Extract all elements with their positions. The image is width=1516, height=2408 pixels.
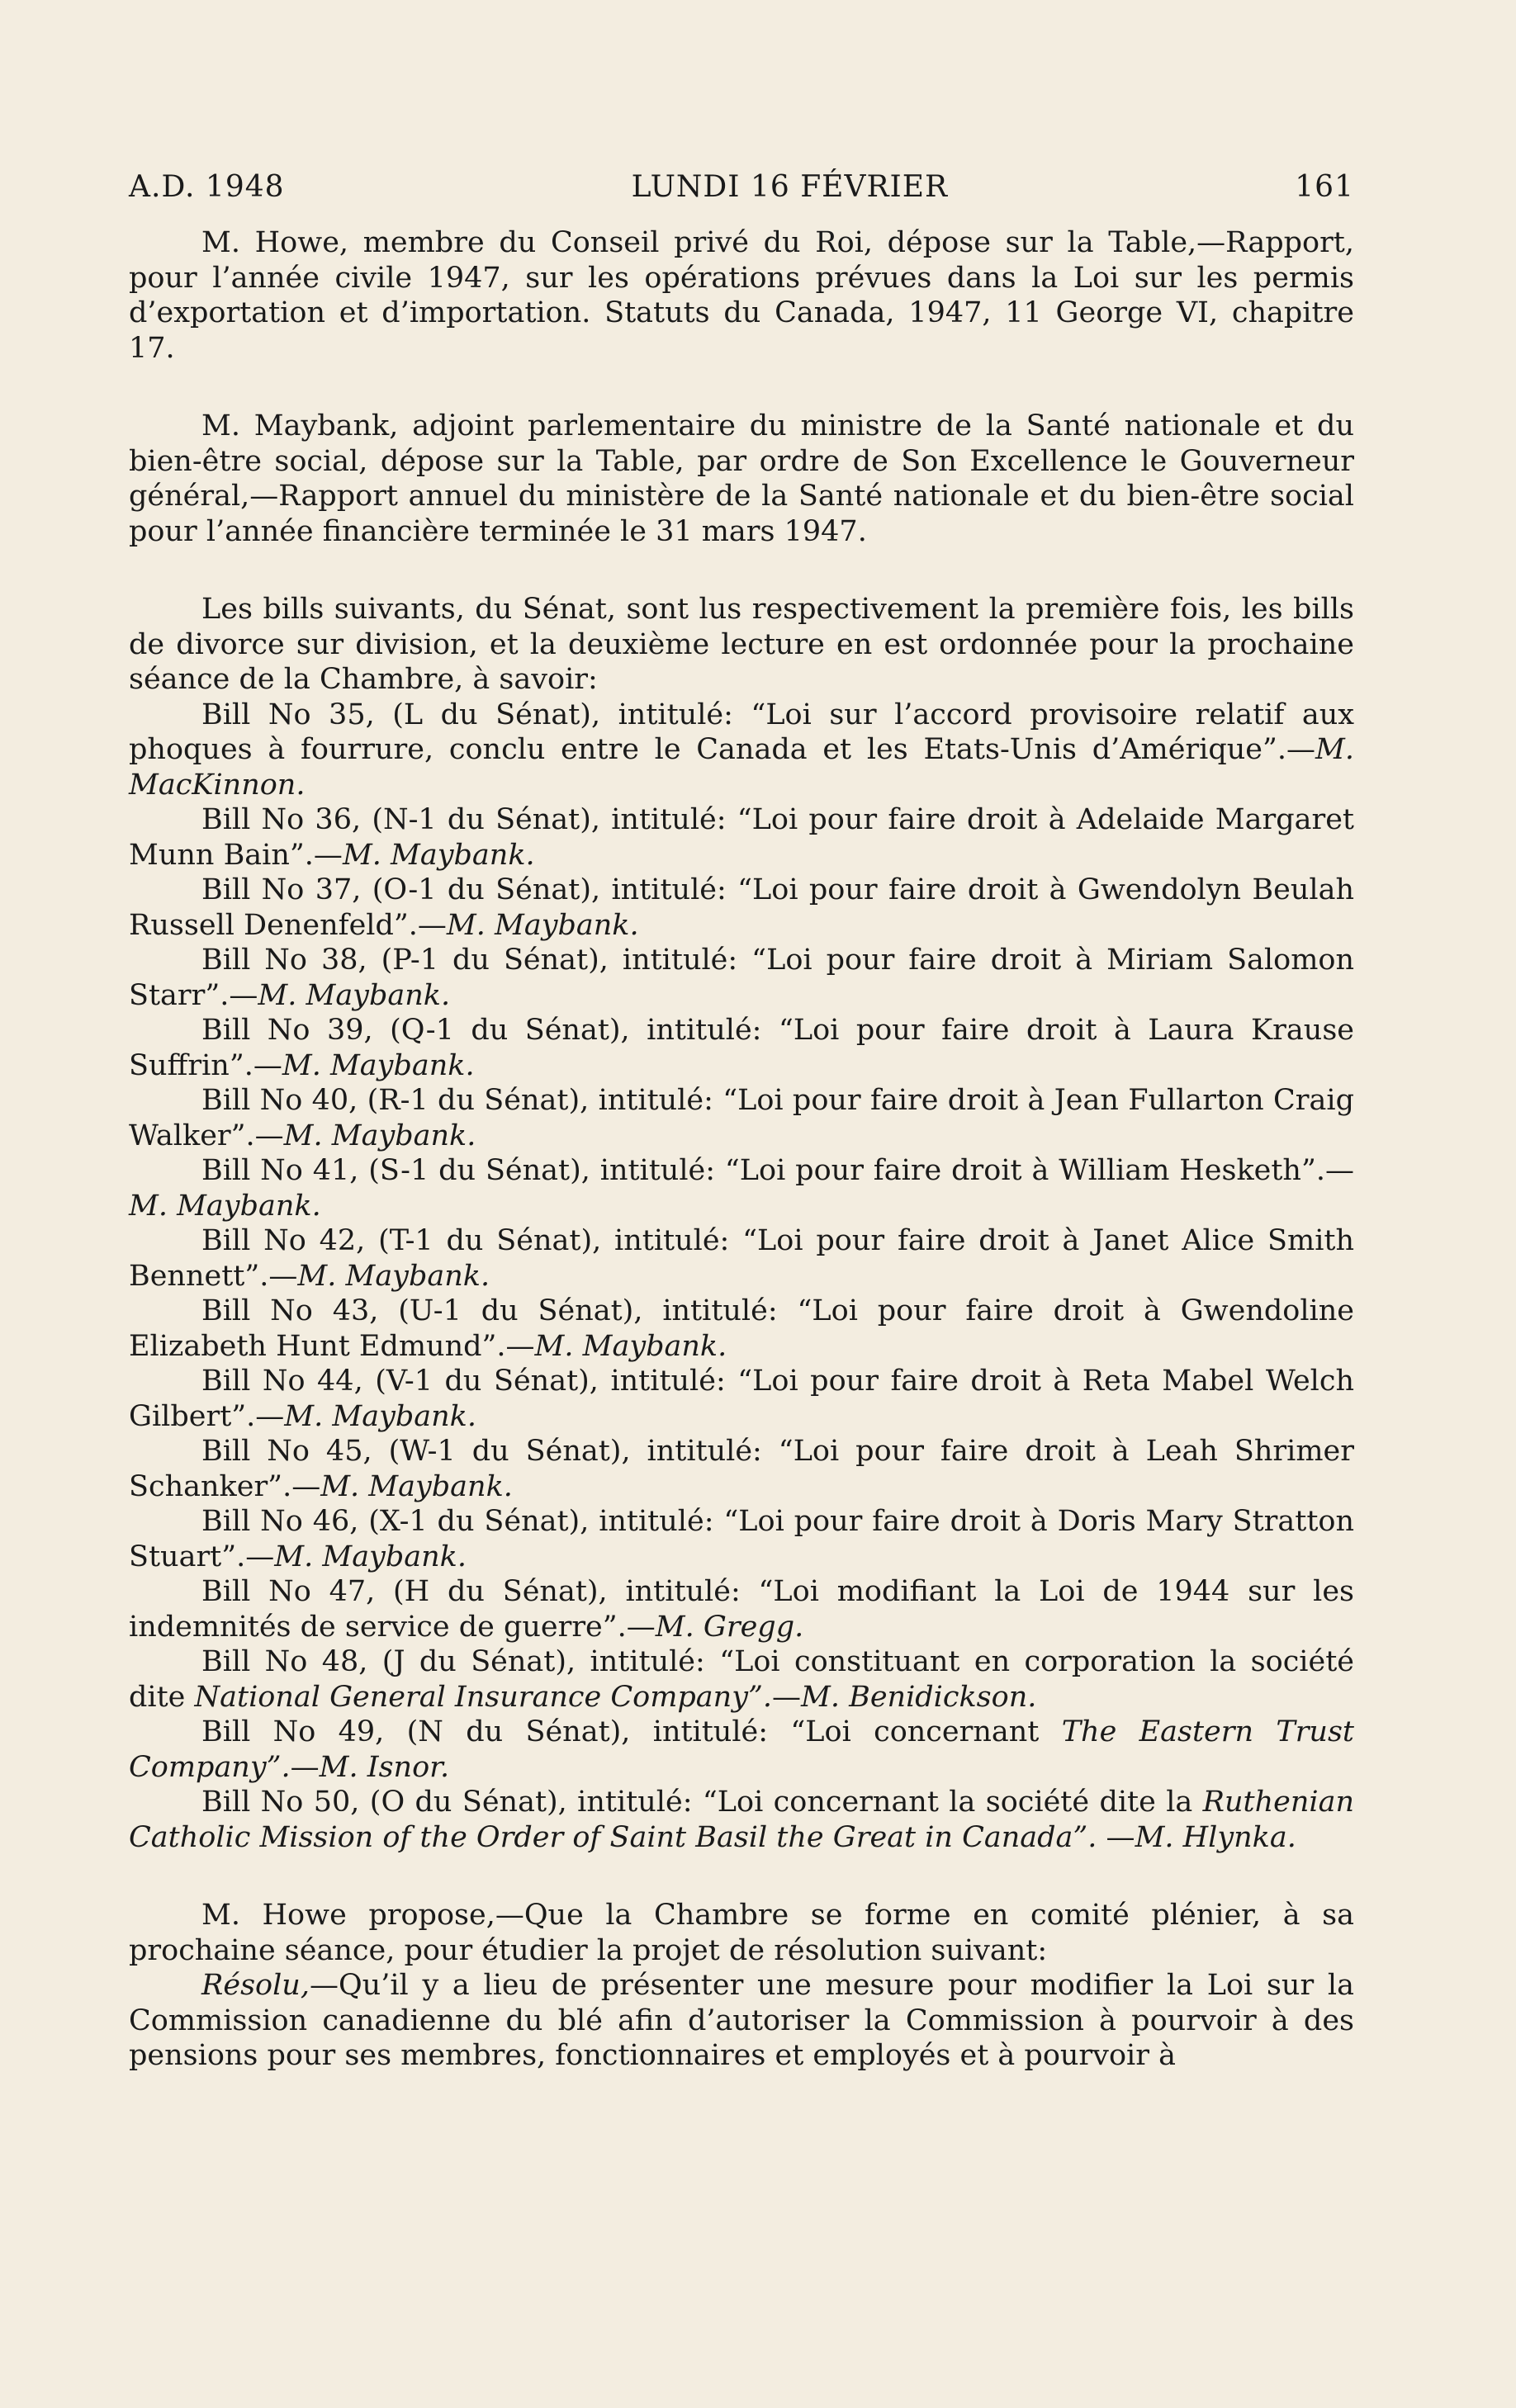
resolution-text: —Qu’il y a lieu de présenter une mesure pour modifier la Loi sur la Commission canadienne du blé afin d’autoriser la Commission à pourvoir à des pensions pour ses membres, fonctionnaires et employés et à pourvoir à	[129, 1969, 1354, 2072]
bill-sponsor: M. Maybank.	[320, 1469, 513, 1503]
paragraph-bills-intro: Les bills suivants, du Sénat, sont lus respectivement la première fois, les bills de divorce sur division, et la deuxième lecture en est ordonnée pour la prochaine séance de la Chambre, à savoir:	[129, 593, 1354, 696]
bill-text: Bill No 40, (R-1 du Sénat), intitulé: “Loi pour faire droit à Jean Fullarton Craig Walker”.—	[129, 1084, 1354, 1152]
bill-sponsor: M. Maybank.	[446, 908, 639, 942]
bill-entry	[129, 1504, 1354, 1574]
paragraph-howe-motion: M. Howe propose,—Que la Chambre se forme en comité plénier, à sa prochaine séance, pour étudier la projet de résolution suivant:	[129, 1899, 1354, 1967]
bill-sponsor: M. Maybank.	[274, 1540, 467, 1573]
bill-entry	[129, 698, 1354, 803]
bill-text: Bill No 49, (N du Sénat), intitulé: “Loi concernant	[201, 1715, 1062, 1748]
header-page-number: 161	[1295, 170, 1354, 204]
bill-dash: —	[1097, 1820, 1135, 1854]
paragraph-maybank-report: M. Maybank, adjoint parlementaire du ministre de la Santé nationale et du bien-être social, dépose sur la Table, par ordre de Son Excellence le Gouverneur général,—Rapport annuel du ministère de la Santé nationale et du bien-être social pour l’année financière terminée le 31 mars 1947.	[129, 409, 1354, 548]
bill-text: Bill No 46, (X-1 du Sénat), intitulé: “Loi pour faire droit à Doris Mary Stratton Stuart”.—	[129, 1505, 1354, 1573]
bill-sponsor: M. Maybank.	[534, 1329, 727, 1363]
bill-italic-title: The Eastern Trust Company”.	[129, 1715, 1354, 1784]
paragraph-resolution	[129, 1968, 1354, 2074]
bill-entry	[129, 1294, 1354, 1364]
bill-dash: —	[772, 1680, 802, 1714]
bill-text: Bill No 43, (U-1 du Sénat), intitulé: “Loi pour faire droit à Gwendoline Elizabeth Hunt Edmund”.—	[129, 1294, 1354, 1363]
bill-sponsor: M. Maybank.	[297, 1259, 490, 1293]
bill-text: Bill No 37, (O-1 du Sénat), intitulé: “Loi pour faire droit à Gwendolyn Beulah Russell Denenfeld”.—	[129, 873, 1354, 942]
bill-sponsor: M. Gregg.	[655, 1610, 804, 1644]
bill-text: Bill No 50, (O du Sénat), intitulé: “Loi concernant la société dite la	[201, 1786, 1203, 1819]
resolu-label: Résolu,	[201, 1969, 310, 2002]
bill-sponsor: M. Maybank.	[283, 1119, 476, 1152]
bill-entry	[129, 802, 1354, 873]
bill-sponsor: M. Maybank.	[258, 978, 451, 1012]
bill-entry	[129, 873, 1354, 943]
bill-text: Bill No 42, (T-1 du Sénat), intitulé: “Loi pour faire droit à Janet Alice Smith Bennett”.—	[129, 1224, 1354, 1293]
bill-dash: —	[290, 1750, 320, 1784]
bill-text: Bill No 44, (V-1 du Sénat), intitulé: “Loi pour faire droit à Reta Mabel Welch Gilbert”.—	[129, 1365, 1354, 1433]
bill-sponsor: M. Maybank.	[282, 1048, 475, 1082]
bill-sponsor: M. Maybank.	[284, 1399, 476, 1433]
bill-sponsor: M. Isnor.	[319, 1750, 450, 1784]
bill-italic-title: Ruthenian Catholic Mission of the Order of Saint Basil the Great in Canada”.	[129, 1786, 1354, 1854]
bill-sponsor: M. Maybank.	[129, 1189, 321, 1223]
journal-page	[129, 170, 1354, 2074]
bill-sponsor: M. Benidickson.	[801, 1680, 1037, 1714]
page-header	[129, 170, 1354, 204]
header-year: A.D. 1948	[129, 170, 285, 204]
bill-entry	[129, 943, 1354, 1013]
bill-text: Bill No 38, (P-1 du Sénat), intitulé: “Loi pour faire droit à Miriam Salomon Starr”.—	[129, 944, 1354, 1012]
bill-entry	[129, 1715, 1354, 1785]
bill-entry	[129, 1364, 1354, 1434]
bill-entry	[129, 1013, 1354, 1083]
bill-entry	[129, 1153, 1354, 1223]
bill-entry	[129, 1644, 1354, 1715]
paragraph-howe-report: M. Howe, membre du Conseil privé du Roi, dépose sur la Table,—Rapport, pour l’année civile 1947, sur les opérations prévues dans la Loi sur les permis d’exportation et d’importation. Statuts du Canada, 1947, 11 George VI, chapitre 17.	[129, 226, 1354, 365]
bill-text: Bill No 41, (S-1 du Sénat), intitulé: “Loi pour faire droit à William Hesketh”.—	[201, 1154, 1354, 1187]
bill-sponsor: M. MacKinnon.	[129, 733, 1354, 802]
bill-entry	[129, 1574, 1354, 1644]
bill-italic-title: National General Insurance Company”.	[194, 1680, 773, 1714]
bill-sponsor: M. Hlynka.	[1135, 1820, 1296, 1854]
bill-entry	[129, 1434, 1354, 1504]
bill-text: Bill No 36, (N-1 du Sénat), intitulé: “Loi pour faire droit à Adelaide Margaret Munn Bain”.—	[129, 803, 1354, 872]
bills-list	[129, 698, 1354, 1856]
bill-text: Bill No 45, (W-1 du Sénat), intitulé: “Loi pour faire droit à Leah Shrimer Schanker”.—	[129, 1435, 1354, 1503]
bill-text: Bill No 47, (H du Sénat), intitulé: “Loi modifiant la Loi de 1944 sur les indemnités de service de guerre”.—	[129, 1575, 1354, 1644]
bill-sponsor: M. Maybank.	[342, 838, 535, 872]
bill-text: Bill No 35, (L du Sénat), intitulé: “Loi sur l’accord provisoire relatif aux phoques à fourrure, conclu entre le Canada et les Etats-Unis d’Amérique”.—	[129, 698, 1354, 766]
bill-entry	[129, 1083, 1354, 1153]
header-date: LUNDI 16 FÉVRIER	[631, 170, 949, 204]
bill-text: Bill No 39, (Q-1 du Sénat), intitulé: “Loi pour faire droit à Laura Krause Suffrin”.—	[129, 1014, 1354, 1082]
bill-text: Bill No 48, (J du Sénat), intitulé: “Loi constituant en corporation la société dite	[129, 1645, 1354, 1714]
bill-entry	[129, 1223, 1354, 1294]
bill-entry	[129, 1785, 1354, 1855]
